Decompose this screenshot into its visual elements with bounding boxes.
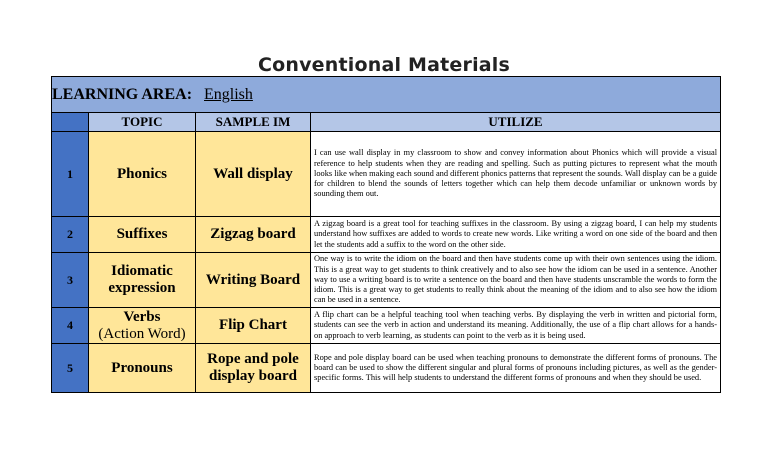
header-number-cell (52, 113, 89, 132)
learning-area-value: English (204, 85, 253, 103)
sample-cell: Flip Chart (196, 308, 311, 344)
page-title: Conventional Materials (257, 54, 511, 76)
table-row (52, 253, 721, 308)
header-sample: SAMPLE IM (196, 113, 311, 132)
topic-cell (89, 344, 196, 393)
table-row (52, 344, 721, 393)
topic-text: Phonics (116, 165, 167, 182)
materials-table (51, 76, 721, 393)
row-number: 2 (52, 217, 89, 253)
table-row (52, 132, 721, 217)
sample-cell: Rope and pole display board (196, 344, 311, 393)
utilize-cell: I can use wall display in my classroom to show and convey information about Phonics which will provide a visual reference to help students when they are reading and spelling. Such as putting pictures to represent what the mouth looks like when making each sound and different phonics patterns that represent the sounds. Wall display can be a guide for children to blend the sounds of letters together which can help them decode unfamiliar or unknown words by sounding them out. (311, 132, 721, 217)
table-row (52, 308, 721, 344)
utilize-cell: A flip chart can be a helpful teaching tool when teaching verbs. By displaying the verb in written and pictorial form, students can see the verb in action and understand its meaning. Additionally, the use of a flip chart allows for a hands-on approach to verb learning, as students can point to the verb as it is being used. (311, 308, 721, 344)
topic-cell (89, 132, 196, 217)
utilize-cell: One way is to write the idiom on the board and then have students come up with their own sentences using the idiom. This is a great way to get students to think creatively and to also see how the idiom can be used in a sentence. Another way to use a writing board is to write a sentence on the board and then have students unscramble the words to form the idiom. This is a great way to get students to really think about the meaning of the idiom and to also see how the idiom can be used in a sentence. (311, 253, 721, 308)
utilize-cell: A zigzag board is a great tool for teaching suffixes in the classroom. By using a zigzag board, I can help my students understand how suffixes are added to words to create new words. Like writing a word on one side of the board and then let the students add a suffix to the word on the other side. (311, 217, 721, 253)
header-topic: TOPIC (89, 113, 196, 132)
row-number: 5 (52, 344, 89, 393)
utilize-cell: Rope and pole display board can be used when teaching pronouns to demonstrate the different forms of pronouns. The board can be used to show the different singular and plural forms of pronouns including pictures, as well as the gender-specific forms. This will help students to understand the different forms of pronouns and when they should be used. (311, 344, 721, 393)
learning-area-cell (52, 77, 721, 113)
topic-text: Verbs (123, 308, 161, 325)
sample-cell: Wall display (196, 132, 311, 217)
learning-area-row (52, 77, 721, 113)
table-row (52, 217, 721, 253)
topic-text: Suffixes (116, 226, 168, 242)
learning-area-label: LEARNING AREA: (52, 85, 193, 103)
header-utilize: UTILIZE (311, 113, 721, 132)
row-number: 3 (52, 253, 89, 308)
topic-cell (89, 253, 196, 308)
row-number: 4 (52, 308, 89, 344)
header-row (52, 113, 721, 132)
topic-subtext: (Action Word) (98, 325, 186, 342)
sample-cell: Writing Board (196, 253, 311, 308)
row-number: 1 (52, 132, 89, 217)
topic-text: Pronouns (111, 359, 173, 376)
topic-cell (89, 217, 196, 253)
topic-cell (89, 308, 196, 344)
topic-text: Idiomatic expression (108, 263, 176, 296)
sample-cell: Zigzag board (196, 217, 311, 253)
